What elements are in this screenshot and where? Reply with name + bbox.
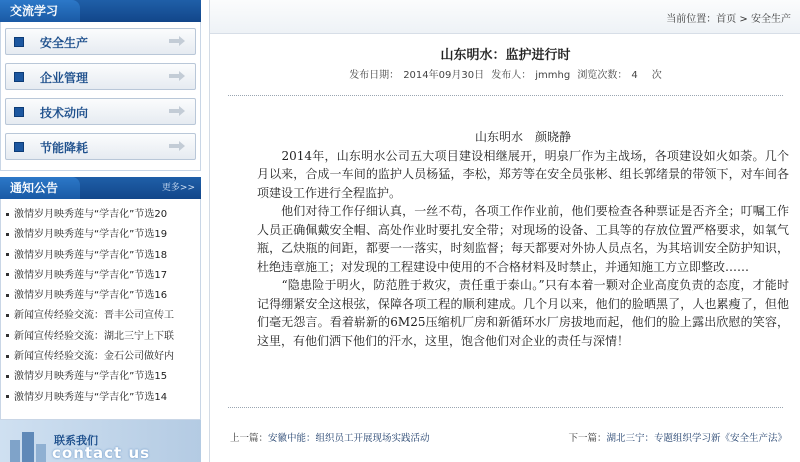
sidebar [0, 0, 201, 462]
list-item[interactable] [1, 327, 200, 347]
notice-text: 激情岁月映秀莲与“学吉化”节选15 [14, 371, 168, 383]
main-content [209, 0, 800, 462]
bullet-icon [6, 314, 9, 317]
more-link[interactable]: 更多>> [161, 183, 195, 193]
next-article-link[interactable]: 湖北三宁：专题组织学习新《安全生产法》 [606, 433, 787, 444]
divider [228, 95, 783, 96]
next-article [568, 430, 787, 444]
notice-title: 通知公告 [10, 181, 59, 195]
building-icon [8, 428, 48, 462]
notice-text: 新闻宣传经验交流：金石公司做好内 [14, 351, 174, 363]
bullet-icon [6, 213, 9, 216]
menu-item-label: 节能降耗 [40, 141, 89, 155]
section-header [0, 0, 201, 22]
article-byline: 山东明水 颜晓静 [474, 130, 571, 144]
prev-label: 上一篇： [230, 433, 269, 444]
list-item[interactable] [1, 266, 200, 286]
list-item[interactable] [1, 286, 200, 306]
arrow-right-icon [169, 141, 185, 151]
menu-item-label: 企业管理 [40, 71, 89, 85]
contact-subtitle: contact us [52, 444, 151, 462]
view-count: 4 [631, 70, 638, 81]
menu-item-management[interactable] [5, 63, 196, 90]
author-label: 发布人： [491, 70, 532, 81]
notice-header [0, 177, 201, 199]
arrow-right-icon [169, 36, 185, 46]
prev-article-link[interactable]: 安徽中能：组织员工开展现场实践活动 [268, 433, 430, 444]
article-body [257, 128, 789, 350]
bullet-icon [6, 375, 9, 378]
bullet-icon [6, 253, 9, 256]
section-title: 交流学习 [10, 4, 59, 18]
bullet-icon [6, 334, 9, 337]
menu-item-label: 安全生产 [40, 36, 89, 50]
article-paragraph: “隐患险于明火，防范胜于救灾，责任重于泰山。”只有本着一颗对企业高度负责的态度，才能时记得绷紧安全这根弦，保障各项工程的顺利建成。几个月以来，他们的脸晒黑了，人也累瘦了，但他们毫无怨言。看着崭新的6M25压缩机厂房和新循环水厂房拔地而起，他们的脸上露出欣慰的笑容，这里，有他们洒下他们的汗水，这里，饱含他们对企业的责任与深情！ [257, 278, 789, 348]
notice-text: 激情岁月映秀莲与“学吉化”节选18 [14, 249, 168, 261]
breadcrumb-home-link[interactable]: 首页 [716, 14, 737, 25]
location-bar [210, 0, 800, 34]
square-bullet-icon [14, 37, 24, 47]
arrow-right-icon [169, 71, 185, 81]
prev-article [230, 430, 430, 444]
next-label: 下一篇： [568, 433, 607, 444]
publish-date: 2014年09月30日 [403, 70, 485, 81]
notice-text: 激情岁月映秀莲与“学吉化”节选20 [14, 209, 168, 220]
list-item[interactable] [1, 225, 200, 245]
list-item[interactable] [1, 388, 200, 408]
bullet-icon [6, 395, 9, 398]
views-unit: 次 [651, 70, 662, 81]
bullet-icon [6, 355, 9, 358]
breadcrumb-prefix: 当前位置： [666, 14, 717, 25]
notice-text: 激情岁月映秀莲与“学吉化”节选17 [14, 269, 168, 281]
menu-item-label: 技术动向 [40, 106, 89, 120]
menu-item-technology[interactable] [5, 98, 196, 125]
contact-banner[interactable] [0, 420, 201, 462]
article-paragraph: 他们对待工作仔细认真，一丝不苟，各项工作作业前，他们要检查各种票证是否齐全；叮嘱工作人员正确佩戴安全帽、高处作业时要扎安全带；对现场的设备、工具等的存放位置严格要求，如氧气瓶，乙炔瓶的间距，都要一一落实，时刻监督；每天都要对外协人员点名，为其培训安全防护知识，杜绝违章施工；对发现的工程建设中使用的不合格材料及时禁止，并通知施工方立即整改…… [257, 204, 789, 274]
date-label: 发布日期： [349, 70, 400, 81]
contact-title: 联系我们 [54, 434, 98, 447]
notice-list [0, 199, 201, 420]
square-bullet-icon [14, 72, 24, 82]
notice-text: 激情岁月映秀莲与“学吉化”节选14 [14, 391, 168, 403]
menu-item-energy[interactable] [5, 133, 196, 160]
list-item[interactable] [1, 205, 200, 225]
breadcrumb [666, 10, 791, 25]
list-item[interactable] [1, 246, 200, 266]
list-item[interactable] [1, 347, 200, 367]
article-paragraph: 2014年，山东明水公司五大项目建设相继展开，明泉厂作为主战场，各项建设如火如荼。几个月以来，合成一车间的监护人员杨猛，李松，郑芳等在安全员张彬、组长郭绪景的带领下，对车间各项建设工作进行全程监护。 [257, 148, 789, 200]
bullet-icon [6, 273, 9, 276]
list-item[interactable] [1, 306, 200, 326]
notice-text: 新闻宣传经验交流：晋丰公司宣传工 [14, 310, 174, 322]
notice-text: 新闻宣传经验交流：湖北三宁上下联 [14, 330, 174, 342]
publisher: jmmhg [535, 70, 571, 81]
notice-text: 激情岁月映秀莲与“学吉化”节选19 [14, 229, 168, 241]
bullet-icon [6, 233, 9, 236]
breadcrumb-separator: > [736, 14, 751, 25]
breadcrumb-current-link[interactable]: 安全生产 [751, 14, 791, 25]
menu-item-safety[interactable] [5, 28, 196, 55]
category-menu [0, 22, 201, 171]
bullet-icon [6, 294, 9, 297]
square-bullet-icon [14, 107, 24, 117]
list-item[interactable] [1, 367, 200, 387]
square-bullet-icon [14, 142, 24, 152]
page-title: 山东明水：监护进行时 [440, 48, 571, 63]
notice-text: 激情岁月映秀莲与“学吉化”节选16 [14, 290, 168, 302]
arrow-right-icon [169, 106, 185, 116]
divider [228, 407, 783, 408]
views-label: 浏览次数： [577, 70, 628, 81]
article-meta [210, 66, 800, 81]
